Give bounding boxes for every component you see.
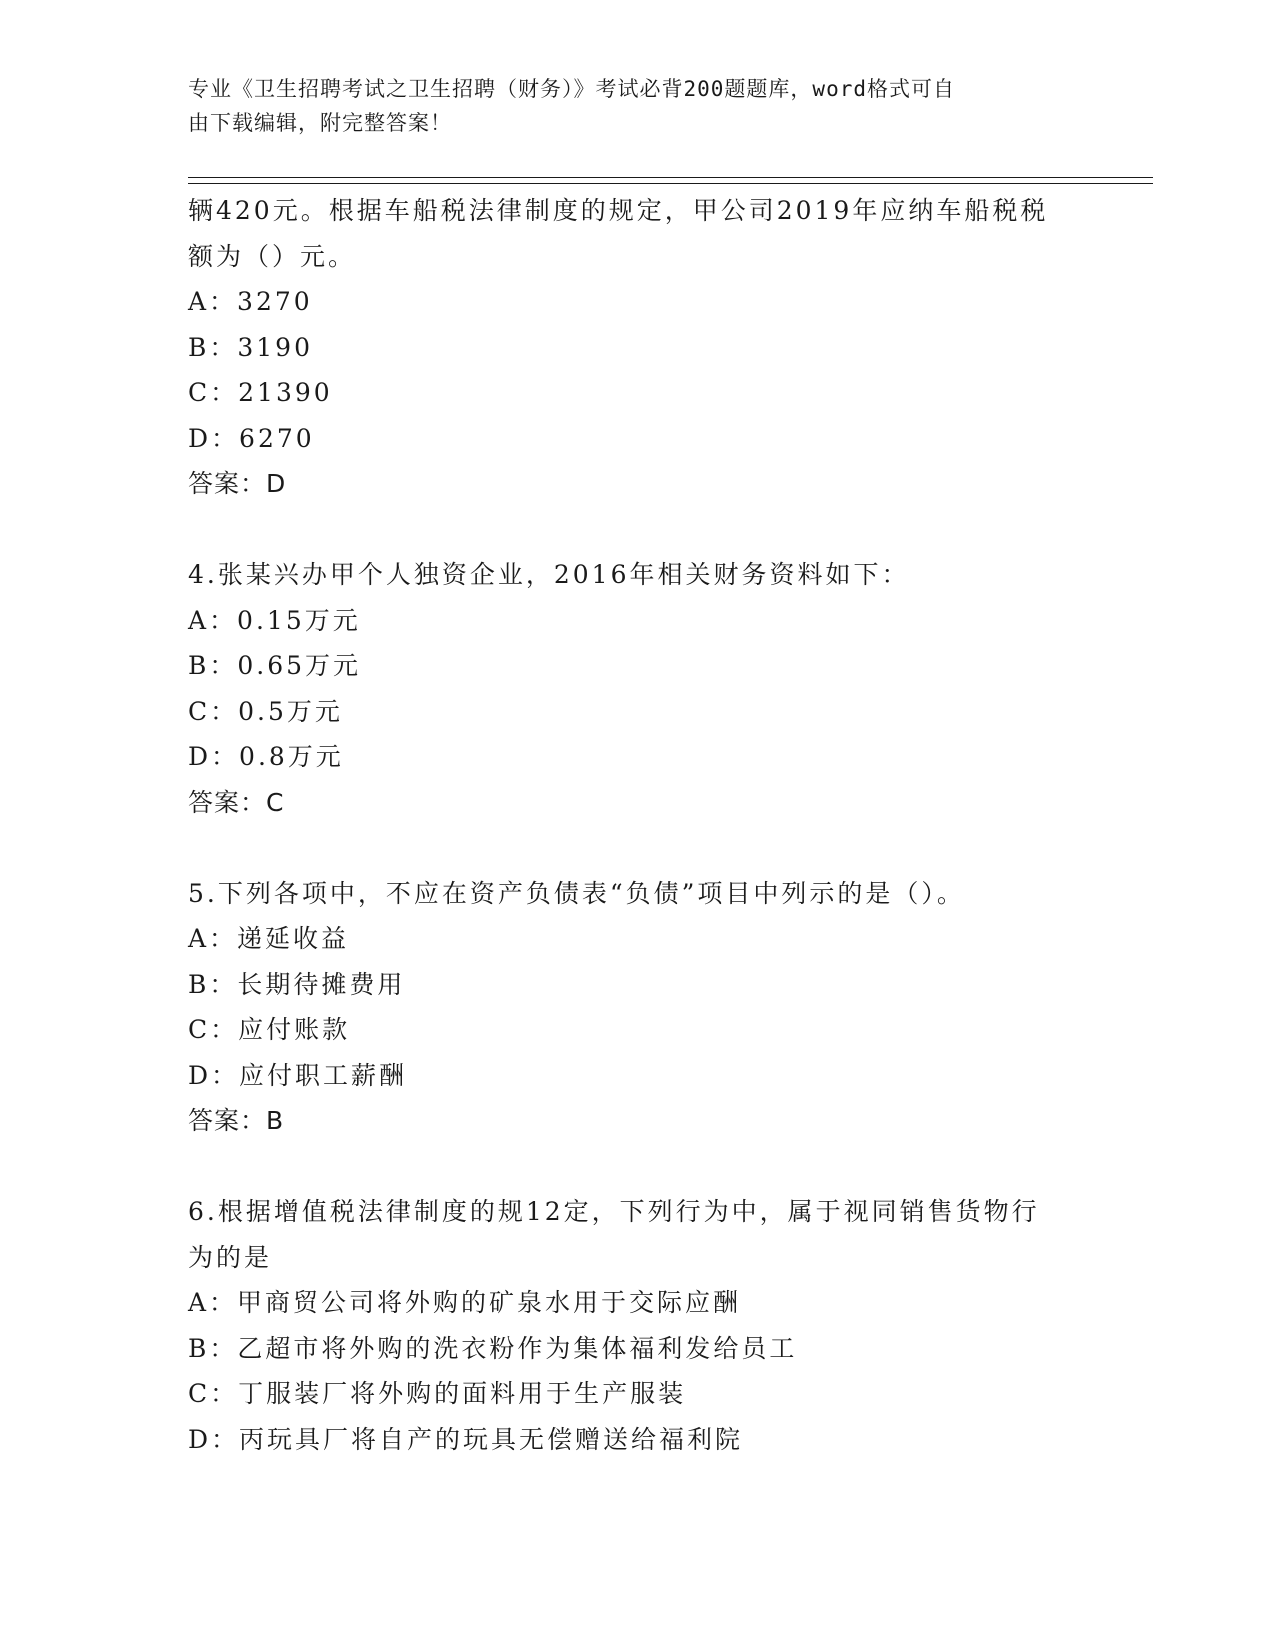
question-4-option-b: B：0.65万元 [188,651,362,680]
question-6-option-c: C：丁服装厂将外购的面料用于生产服装 [188,1379,687,1408]
question-3-option-d: D：6270 [188,423,315,453]
question-5-option-b: B：长期待摊费用 [188,969,406,999]
question-5-answer: 答案：B [188,1106,285,1135]
question-3-option-a: A：3270 [188,287,313,316]
spacer [188,825,1088,871]
spacer [188,507,1088,553]
question-4-option-c: C：0.5万元 [188,696,343,726]
question-6-option-a: A：甲商贸公司将外购的矿泉水用于交际应酬 [188,1288,742,1317]
header-divider-top [188,177,1153,178]
question-3-option-c: C：21390 [188,378,333,407]
question-3-answer: 答案：D [188,469,287,498]
spacer [188,1144,1088,1190]
question-6-stem-line-2: 为的是 [188,1242,273,1272]
question-5-stem: 5.下列各项中，不应在资产负债表“负债”项目中列示的是（）。 [188,878,965,908]
question-3-stem-line-2: 额为（）元。 [188,241,357,271]
header-line-1: 专业《卫生招聘考试之卫生招聘（财务）》考试必背200题题库，word格式可自 [188,77,955,101]
question-5 [188,871,1088,1144]
question-3-stem-line-1: 辆420元。根据车船税法律制度的规定，甲公司2019年应纳车船税税 [188,196,1049,225]
header-divider-bottom [188,183,1153,184]
question-6-stem-line-1: 6.根据增值税法律制度的规12定，下列行为中，属于视同销售货物行 [188,1197,1040,1226]
question-6-option-d: D：丙玩具厂将自产的玩具无偿赠送给福利院 [188,1424,744,1454]
question-list [188,188,1088,1462]
question-4 [188,552,1088,825]
question-4-option-a: A：0.15万元 [188,605,361,635]
question-4-stem: 4.张某兴办甲个人独资企业，2016年相关财务资料如下： [188,560,910,589]
question-3 [188,188,1088,507]
question-6-option-b: B：乙超市将外购的洗衣粉作为集体福利发给员工 [188,1333,798,1363]
question-4-answer: 答案：C [188,787,285,817]
question-3-option-b: B：3190 [188,332,313,362]
question-5-option-c: C：应付账款 [188,1015,351,1044]
header-line-2: 由下载编辑，附完整答案！ [188,111,452,135]
question-5-option-a: A：递延收益 [188,924,350,953]
document-header [188,72,1068,140]
question-6 [188,1189,1088,1462]
question-5-option-d: D：应付职工薪酬 [188,1060,408,1090]
question-4-option-d: D：0.8万元 [188,742,344,771]
